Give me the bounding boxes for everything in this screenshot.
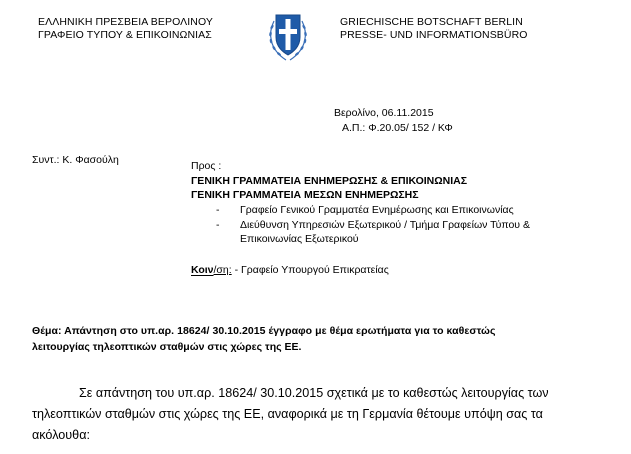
embassy-name-german: GRIECHISCHE BOTSCHAFT BERLIN: [340, 16, 523, 28]
recipient-item-continuation: Επικοινωνίας Εξωτερικού: [240, 233, 359, 245]
body-line-3: ακόλουθα:: [32, 428, 90, 442]
coat-of-arms-graphic: [266, 9, 310, 63]
cc-label: Κοιν: [191, 264, 214, 276]
recipient-primary: ΓΕΝΙΚΗ ΓΡΑΜΜΑΤΕΙΑ ΕΝΗΜΕΡΩΣΗΣ & ΕΠΙΚΟΙΝΩΝΙΑΣ: [191, 175, 468, 187]
subject-line-1: Θέμα: Απάντηση στο υπ.αρ. 18624/ 30.10.2015 έγγραφο με θέμα ερωτήματα για το καθεστώς: [32, 325, 496, 337]
list-dash: -: [216, 204, 220, 216]
office-name-greek: ΓΡΑΦΕΙΟ ΤΥΠΟΥ & ΕΠΙΚΟΙΝΩΝΙΑΣ: [38, 29, 212, 41]
protocol-number: Α.Π.: Φ.20.05/ 152 / ΚΦ: [342, 122, 453, 134]
recipient-item-text: Γραφείο Γενικού Γραμματέα Ενημέρωσης και Επικοινωνίας: [240, 204, 514, 216]
body-line-1: Σε απάντηση του υπ.αρ. 18624/ 30.10.2015 σχετικά με το καθεστώς λειτουργίας των: [79, 386, 549, 400]
cc-recipient: - Γραφείο Υπουργού Επικρατείας: [231, 264, 389, 276]
recipients-label: Προς :: [191, 160, 222, 172]
embassy-name-greek: ΕΛΛΗΝΙΚΗ ΠΡΕΣΒΕΙΑ ΒΕΡΟΛΙΝΟΥ: [38, 16, 213, 28]
greek-coat-of-arms-icon: [266, 9, 310, 63]
cc-line: [191, 264, 389, 276]
contact-person: Συντ.: Κ. Φασούλη: [32, 154, 119, 166]
list-dash: -: [216, 219, 220, 231]
recipient-item-text: Διεύθυνση Υπηρεσιών Εξωτερικού / Τμήμα Γραφείων Τύπου &: [240, 219, 530, 231]
recipient-list-item: [216, 204, 514, 216]
letter-date: Βερολίνο, 06.11.2015: [334, 107, 434, 119]
office-name-german: PRESSE- UND INFORMATIONSBÜRO: [340, 29, 528, 41]
recipient-secondary: ΓΕΝΙΚΗ ΓΡΑΜΜΑΤΕΙΑ ΜΕΣΩΝ ΕΝΗΜΕΡΩΣΗΣ: [191, 189, 419, 201]
recipient-list-item: [216, 219, 530, 231]
cc-label-suffix: /ση:: [213, 264, 232, 276]
subject-line-2: λειτουργίας τηλεοπτικών σταθμών στις χώρες της ΕΕ.: [32, 341, 302, 353]
body-line-2: τηλεοπτικών σταθμών στις χώρες της ΕΕ, αναφορικά με τη Γερμανία θέτουμε υπόψη σας τα: [32, 407, 543, 421]
